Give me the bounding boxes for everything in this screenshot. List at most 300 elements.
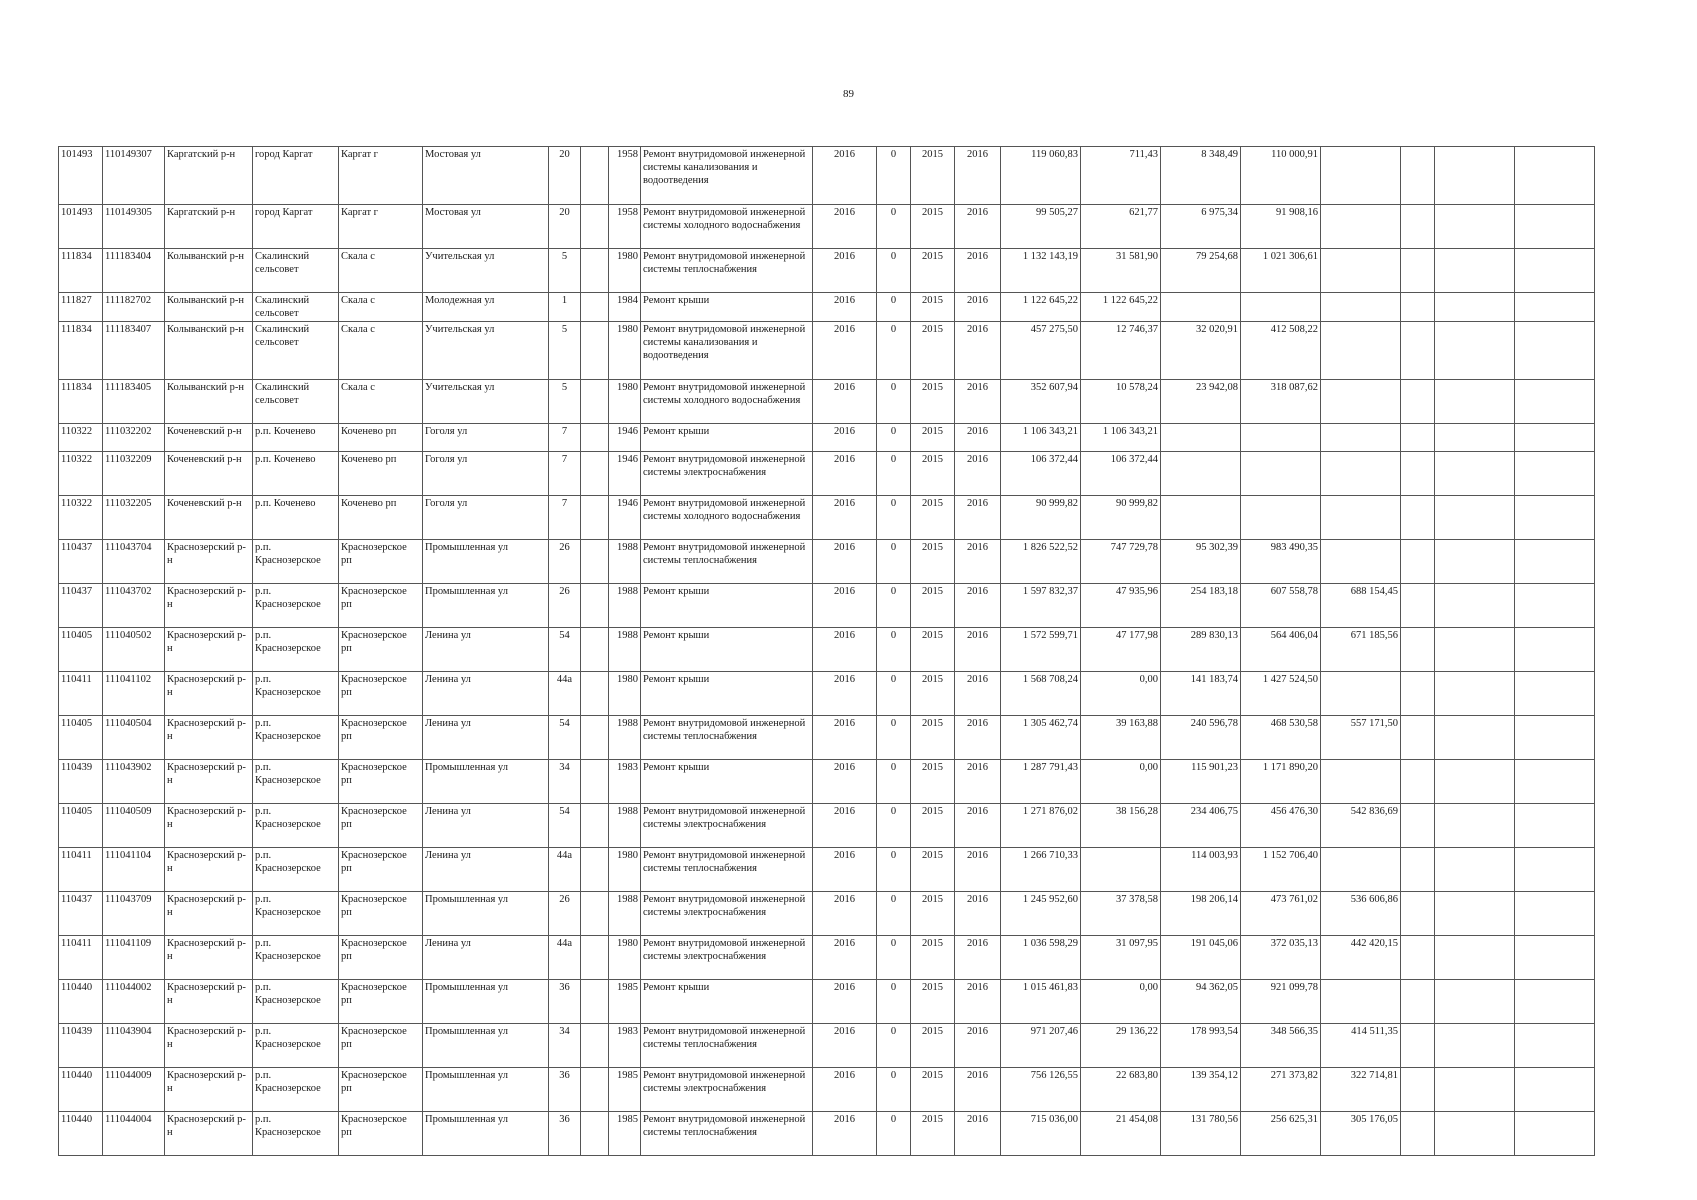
cell-extra-amount: 542 836,69 (1321, 804, 1401, 848)
cell-house-id: 110411 (59, 672, 103, 716)
cell-plan-year: 2016 (813, 496, 877, 540)
cell-work-id: 111044009 (103, 1068, 165, 1112)
cell-end-year: 2016 (955, 540, 1001, 584)
cell-house-number: 44а (549, 936, 581, 980)
cell-fund-amount: 0,00 (1081, 672, 1161, 716)
cell-street: Ленина ул (423, 936, 549, 980)
cell-zero-flag: 0 (877, 540, 911, 584)
cell-empty-col-a (1401, 804, 1435, 848)
cell-extra-amount: 536 606,86 (1321, 892, 1401, 936)
page-number: 89 (843, 88, 854, 100)
cell-locality: Краснозерское рп (339, 848, 423, 892)
cell-empty-col-c (1515, 804, 1595, 848)
cell-work-id: 111041109 (103, 936, 165, 980)
cell-extra-amount (1321, 249, 1401, 293)
cell-plan-year: 2016 (813, 584, 877, 628)
cell-zero-flag: 0 (877, 322, 911, 380)
cell-district: Каргатский р-н (165, 147, 253, 205)
cell-total-cost: 1 572 599,71 (1001, 628, 1081, 672)
cell-municipality: р.п. Краснозерское (253, 980, 339, 1024)
cell-district: Краснозерский р-н (165, 628, 253, 672)
cell-plan-year: 2016 (813, 672, 877, 716)
cell-empty-col-a (1401, 892, 1435, 936)
cell-fund-amount: 0,00 (1081, 980, 1161, 1024)
cell-house-number: 34 (549, 760, 581, 804)
cell-empty-col-a (1401, 293, 1435, 322)
cell-house-number: 36 (549, 980, 581, 1024)
cell-year-built: 1988 (609, 628, 641, 672)
cell-total-cost: 971 207,46 (1001, 1024, 1081, 1068)
cell-end-year: 2016 (955, 936, 1001, 980)
cell-extra-amount (1321, 322, 1401, 380)
cell-empty-col-b (1435, 205, 1515, 249)
cell-owner-amount: 289 830,13 (1161, 628, 1241, 672)
cell-work-id: 111183407 (103, 322, 165, 380)
cell-house-id: 101493 (59, 147, 103, 205)
cell-fund-amount: 21 454,08 (1081, 1112, 1161, 1156)
cell-building (581, 380, 609, 424)
cell-plan-year: 2016 (813, 1068, 877, 1112)
cell-street: Гоголя ул (423, 496, 549, 540)
cell-owner-amount: 178 993,54 (1161, 1024, 1241, 1068)
cell-work-type: Ремонт внутридомовой инженерной системы холодного водоснабжения (641, 380, 813, 424)
cell-zero-flag: 0 (877, 249, 911, 293)
cell-owner-amount (1161, 424, 1241, 452)
cell-fund-amount: 90 999,82 (1081, 496, 1161, 540)
cell-building (581, 980, 609, 1024)
cell-empty-col-b (1435, 672, 1515, 716)
cell-district: Колыванский р-н (165, 249, 253, 293)
cell-municipality: Скалинский сельсовет (253, 380, 339, 424)
cell-budget-amount: 318 087,62 (1241, 380, 1321, 424)
cell-empty-col-a (1401, 380, 1435, 424)
cell-empty-col-c (1515, 249, 1595, 293)
cell-street: Мостовая ул (423, 205, 549, 249)
cell-end-year: 2016 (955, 584, 1001, 628)
cell-house-id: 110437 (59, 584, 103, 628)
cell-work-id: 111040509 (103, 804, 165, 848)
cell-house-number: 1 (549, 293, 581, 322)
cell-end-year: 2016 (955, 804, 1001, 848)
cell-zero-flag: 0 (877, 672, 911, 716)
cell-house-number: 36 (549, 1068, 581, 1112)
cell-municipality: р.п. Краснозерское (253, 540, 339, 584)
cell-budget-amount: 564 406,04 (1241, 628, 1321, 672)
cell-work-type: Ремонт внутридомовой инженерной системы теплоснабжения (641, 1024, 813, 1068)
table-row (59, 1112, 1595, 1156)
cell-total-cost: 715 036,00 (1001, 1112, 1081, 1156)
cell-fund-amount: 0,00 (1081, 760, 1161, 804)
cell-plan-year: 2016 (813, 936, 877, 980)
cell-empty-col-c (1515, 293, 1595, 322)
cell-house-number: 54 (549, 804, 581, 848)
cell-work-type: Ремонт внутридомовой инженерной системы теплоснабжения (641, 1112, 813, 1156)
cell-house-number: 5 (549, 322, 581, 380)
cell-total-cost: 1 597 832,37 (1001, 584, 1081, 628)
cell-building (581, 249, 609, 293)
cell-extra-amount (1321, 380, 1401, 424)
cell-empty-col-c (1515, 540, 1595, 584)
cell-district: Краснозерский р-н (165, 672, 253, 716)
cell-year-built: 1988 (609, 892, 641, 936)
cell-work-type: Ремонт внутридомовой инженерной системы электроснабжения (641, 452, 813, 496)
cell-total-cost: 1 266 710,33 (1001, 848, 1081, 892)
cell-building (581, 293, 609, 322)
cell-owner-amount: 32 020,91 (1161, 322, 1241, 380)
cell-end-year: 2016 (955, 380, 1001, 424)
cell-municipality: город Каргат (253, 205, 339, 249)
cell-street: Промышленная ул (423, 892, 549, 936)
cell-start-year: 2015 (911, 452, 955, 496)
table-row (59, 584, 1595, 628)
cell-end-year: 2016 (955, 1068, 1001, 1112)
cell-budget-amount: 1 171 890,20 (1241, 760, 1321, 804)
cell-zero-flag: 0 (877, 1112, 911, 1156)
cell-owner-amount: 234 406,75 (1161, 804, 1241, 848)
table-row (59, 672, 1595, 716)
cell-budget-amount: 473 761,02 (1241, 892, 1321, 936)
cell-empty-col-c (1515, 424, 1595, 452)
cell-district: Краснозерский р-н (165, 848, 253, 892)
cell-start-year: 2015 (911, 628, 955, 672)
cell-empty-col-b (1435, 848, 1515, 892)
table-row (59, 1024, 1595, 1068)
cell-zero-flag: 0 (877, 1068, 911, 1112)
cell-year-built: 1985 (609, 1068, 641, 1112)
cell-budget-amount: 412 508,22 (1241, 322, 1321, 380)
cell-municipality: р.п. Краснозерское (253, 848, 339, 892)
cell-municipality: р.п. Краснозерское (253, 672, 339, 716)
cell-district: Краснозерский р-н (165, 760, 253, 804)
cell-budget-amount: 256 625,31 (1241, 1112, 1321, 1156)
cell-empty-col-a (1401, 584, 1435, 628)
cell-municipality: Скалинский сельсовет (253, 322, 339, 380)
cell-plan-year: 2016 (813, 424, 877, 452)
cell-zero-flag: 0 (877, 424, 911, 452)
cell-empty-col-c (1515, 848, 1595, 892)
cell-work-id: 111043902 (103, 760, 165, 804)
cell-municipality: р.п. Коченево (253, 496, 339, 540)
cell-plan-year: 2016 (813, 322, 877, 380)
cell-empty-col-a (1401, 322, 1435, 380)
cell-year-built: 1980 (609, 672, 641, 716)
cell-house-id: 111827 (59, 293, 103, 322)
cell-fund-amount: 47 177,98 (1081, 628, 1161, 672)
cell-municipality: Скалинский сельсовет (253, 293, 339, 322)
cell-total-cost: 457 275,50 (1001, 322, 1081, 380)
cell-building (581, 848, 609, 892)
cell-building (581, 424, 609, 452)
cell-municipality: р.п. Краснозерское (253, 628, 339, 672)
cell-work-id: 111032202 (103, 424, 165, 452)
table-row (59, 1068, 1595, 1112)
cell-plan-year: 2016 (813, 804, 877, 848)
cell-work-type: Ремонт крыши (641, 760, 813, 804)
cell-work-id: 111040502 (103, 628, 165, 672)
cell-start-year: 2015 (911, 1024, 955, 1068)
cell-end-year: 2016 (955, 424, 1001, 452)
cell-street: Молодежная ул (423, 293, 549, 322)
cell-work-id: 111044004 (103, 1112, 165, 1156)
cell-locality: Краснозерское рп (339, 804, 423, 848)
cell-extra-amount: 557 171,50 (1321, 716, 1401, 760)
cell-work-type: Ремонт внутридомовой инженерной системы электроснабжения (641, 804, 813, 848)
cell-year-built: 1980 (609, 249, 641, 293)
cell-total-cost: 1 826 522,52 (1001, 540, 1081, 584)
cell-budget-amount: 468 530,58 (1241, 716, 1321, 760)
cell-house-id: 110411 (59, 936, 103, 980)
cell-empty-col-c (1515, 892, 1595, 936)
cell-municipality: р.п. Краснозерское (253, 584, 339, 628)
cell-house-number: 5 (549, 249, 581, 293)
cell-owner-amount: 240 596,78 (1161, 716, 1241, 760)
cell-budget-amount: 607 558,78 (1241, 584, 1321, 628)
cell-house-number: 26 (549, 584, 581, 628)
cell-building (581, 892, 609, 936)
cell-year-built: 1980 (609, 322, 641, 380)
cell-zero-flag: 0 (877, 452, 911, 496)
table-row (59, 540, 1595, 584)
cell-building (581, 672, 609, 716)
cell-total-cost: 1 287 791,43 (1001, 760, 1081, 804)
cell-municipality: р.п. Краснозерское (253, 1112, 339, 1156)
cell-plan-year: 2016 (813, 205, 877, 249)
cell-street: Промышленная ул (423, 760, 549, 804)
cell-empty-col-a (1401, 540, 1435, 584)
cell-work-type: Ремонт внутридомовой инженерной системы канализования и водоотведения (641, 322, 813, 380)
cell-house-id: 101493 (59, 205, 103, 249)
cell-extra-amount: 442 420,15 (1321, 936, 1401, 980)
cell-empty-col-a (1401, 205, 1435, 249)
cell-locality: Скала с (339, 293, 423, 322)
cell-district: Краснозерский р-н (165, 584, 253, 628)
cell-locality: Коченево рп (339, 452, 423, 496)
cell-end-year: 2016 (955, 147, 1001, 205)
cell-year-built: 1988 (609, 540, 641, 584)
cell-house-id: 110437 (59, 540, 103, 584)
cell-budget-amount: 348 566,35 (1241, 1024, 1321, 1068)
cell-house-id: 110405 (59, 716, 103, 760)
cell-house-id: 110439 (59, 760, 103, 804)
cell-house-number: 36 (549, 1112, 581, 1156)
table-row (59, 205, 1595, 249)
cell-street: Промышленная ул (423, 540, 549, 584)
cell-house-number: 20 (549, 147, 581, 205)
cell-street: Промышленная ул (423, 980, 549, 1024)
cell-start-year: 2015 (911, 848, 955, 892)
cell-building (581, 1024, 609, 1068)
cell-building (581, 1068, 609, 1112)
cell-empty-col-b (1435, 936, 1515, 980)
cell-locality: Краснозерское рп (339, 584, 423, 628)
cell-budget-amount: 1 152 706,40 (1241, 848, 1321, 892)
cell-street: Учительская ул (423, 380, 549, 424)
cell-empty-col-a (1401, 452, 1435, 496)
cell-work-type: Ремонт крыши (641, 424, 813, 452)
cell-empty-col-c (1515, 716, 1595, 760)
cell-extra-amount (1321, 452, 1401, 496)
cell-end-year: 2016 (955, 496, 1001, 540)
cell-zero-flag: 0 (877, 1024, 911, 1068)
cell-plan-year: 2016 (813, 249, 877, 293)
cell-work-id: 110149307 (103, 147, 165, 205)
cell-year-built: 1983 (609, 760, 641, 804)
cell-empty-col-b (1435, 1068, 1515, 1112)
cell-empty-col-a (1401, 628, 1435, 672)
cell-empty-col-c (1515, 628, 1595, 672)
cell-empty-col-c (1515, 147, 1595, 205)
cell-zero-flag: 0 (877, 293, 911, 322)
cell-house-number: 7 (549, 424, 581, 452)
table-row (59, 936, 1595, 980)
cell-house-number: 44а (549, 672, 581, 716)
cell-owner-amount: 94 362,05 (1161, 980, 1241, 1024)
cell-plan-year: 2016 (813, 892, 877, 936)
cell-municipality: р.п. Краснозерское (253, 892, 339, 936)
cell-start-year: 2015 (911, 936, 955, 980)
cell-budget-amount (1241, 424, 1321, 452)
cell-locality: Краснозерское рп (339, 760, 423, 804)
table-row (59, 848, 1595, 892)
cell-district: Краснозерский р-н (165, 936, 253, 980)
cell-locality: Краснозерское рп (339, 672, 423, 716)
cell-district: Коченевский р-н (165, 424, 253, 452)
cell-owner-amount: 6 975,34 (1161, 205, 1241, 249)
cell-work-type: Ремонт внутридомовой инженерной системы холодного водоснабжения (641, 496, 813, 540)
cell-zero-flag: 0 (877, 760, 911, 804)
cell-year-built: 1980 (609, 380, 641, 424)
cell-street: Ленина ул (423, 804, 549, 848)
cell-extra-amount (1321, 293, 1401, 322)
cell-end-year: 2016 (955, 716, 1001, 760)
cell-locality: Каргат г (339, 205, 423, 249)
cell-district: Краснозерский р-н (165, 1024, 253, 1068)
cell-zero-flag: 0 (877, 380, 911, 424)
cell-street: Промышленная ул (423, 1068, 549, 1112)
cell-building (581, 1112, 609, 1156)
cell-municipality: р.п. Краснозерское (253, 804, 339, 848)
table-row (59, 249, 1595, 293)
cell-district: Краснозерский р-н (165, 540, 253, 584)
cell-house-id: 110322 (59, 424, 103, 452)
cell-budget-amount: 1 021 306,61 (1241, 249, 1321, 293)
cell-empty-col-a (1401, 249, 1435, 293)
cell-work-type: Ремонт внутридомовой инженерной системы теплоснабжения (641, 540, 813, 584)
cell-municipality: Скалинский сельсовет (253, 249, 339, 293)
cell-fund-amount: 747 729,78 (1081, 540, 1161, 584)
cell-total-cost: 90 999,82 (1001, 496, 1081, 540)
cell-empty-col-c (1515, 672, 1595, 716)
cell-start-year: 2015 (911, 380, 955, 424)
cell-building (581, 804, 609, 848)
cell-start-year: 2015 (911, 540, 955, 584)
cell-extra-amount (1321, 205, 1401, 249)
cell-house-number: 34 (549, 1024, 581, 1068)
cell-municipality: город Каргат (253, 147, 339, 205)
cell-house-id: 110322 (59, 496, 103, 540)
cell-end-year: 2016 (955, 672, 1001, 716)
cell-empty-col-b (1435, 892, 1515, 936)
cell-total-cost: 1 122 645,22 (1001, 293, 1081, 322)
cell-work-type: Ремонт крыши (641, 584, 813, 628)
cell-end-year: 2016 (955, 980, 1001, 1024)
cell-street: Ленина ул (423, 848, 549, 892)
cell-house-number: 5 (549, 380, 581, 424)
cell-total-cost: 1 036 598,29 (1001, 936, 1081, 980)
cell-empty-col-a (1401, 1068, 1435, 1112)
cell-extra-amount: 671 185,56 (1321, 628, 1401, 672)
cell-start-year: 2015 (911, 892, 955, 936)
table-row (59, 628, 1595, 672)
cell-house-id: 110405 (59, 628, 103, 672)
cell-district: Коченевский р-н (165, 496, 253, 540)
table-row (59, 980, 1595, 1024)
cell-owner-amount: 198 206,14 (1161, 892, 1241, 936)
cell-house-id: 110440 (59, 1068, 103, 1112)
cell-empty-col-b (1435, 584, 1515, 628)
cell-start-year: 2015 (911, 980, 955, 1024)
cell-plan-year: 2016 (813, 540, 877, 584)
cell-municipality: р.п. Краснозерское (253, 760, 339, 804)
cell-work-type: Ремонт внутридомовой инженерной системы канализования и водоотведения (641, 147, 813, 205)
cell-year-built: 1980 (609, 936, 641, 980)
cell-extra-amount: 688 154,45 (1321, 584, 1401, 628)
cell-house-id: 110440 (59, 1112, 103, 1156)
cell-start-year: 2015 (911, 760, 955, 804)
cell-work-type: Ремонт крыши (641, 293, 813, 322)
cell-fund-amount: 31 581,90 (1081, 249, 1161, 293)
cell-end-year: 2016 (955, 760, 1001, 804)
cell-empty-col-c (1515, 760, 1595, 804)
cell-empty-col-c (1515, 380, 1595, 424)
cell-extra-amount (1321, 672, 1401, 716)
cell-work-id: 111043702 (103, 584, 165, 628)
cell-plan-year: 2016 (813, 760, 877, 804)
cell-district: Колыванский р-н (165, 322, 253, 380)
table-row (59, 804, 1595, 848)
cell-district: Краснозерский р-н (165, 1112, 253, 1156)
cell-empty-col-a (1401, 980, 1435, 1024)
cell-empty-col-c (1515, 584, 1595, 628)
cell-year-built: 1985 (609, 980, 641, 1024)
cell-year-built: 1958 (609, 205, 641, 249)
cell-house-number: 7 (549, 452, 581, 496)
cell-fund-amount: 621,77 (1081, 205, 1161, 249)
cell-house-id: 110439 (59, 1024, 103, 1068)
cell-fund-amount: 711,43 (1081, 147, 1161, 205)
cell-work-id: 111182702 (103, 293, 165, 322)
cell-end-year: 2016 (955, 1024, 1001, 1068)
cell-start-year: 2015 (911, 584, 955, 628)
cell-zero-flag: 0 (877, 716, 911, 760)
cell-work-id: 111183405 (103, 380, 165, 424)
cell-house-id: 111834 (59, 322, 103, 380)
cell-work-type: Ремонт внутридомовой инженерной системы электроснабжения (641, 936, 813, 980)
cell-locality: Краснозерское рп (339, 980, 423, 1024)
cell-total-cost: 352 607,94 (1001, 380, 1081, 424)
cell-empty-col-b (1435, 452, 1515, 496)
cell-start-year: 2015 (911, 1112, 955, 1156)
cell-work-id: 111032209 (103, 452, 165, 496)
cell-fund-amount: 47 935,96 (1081, 584, 1161, 628)
register-table (58, 146, 1595, 1156)
cell-end-year: 2016 (955, 322, 1001, 380)
cell-end-year: 2016 (955, 452, 1001, 496)
cell-total-cost: 756 126,55 (1001, 1068, 1081, 1112)
cell-owner-amount: 79 254,68 (1161, 249, 1241, 293)
cell-extra-amount (1321, 848, 1401, 892)
cell-budget-amount: 271 373,82 (1241, 1068, 1321, 1112)
